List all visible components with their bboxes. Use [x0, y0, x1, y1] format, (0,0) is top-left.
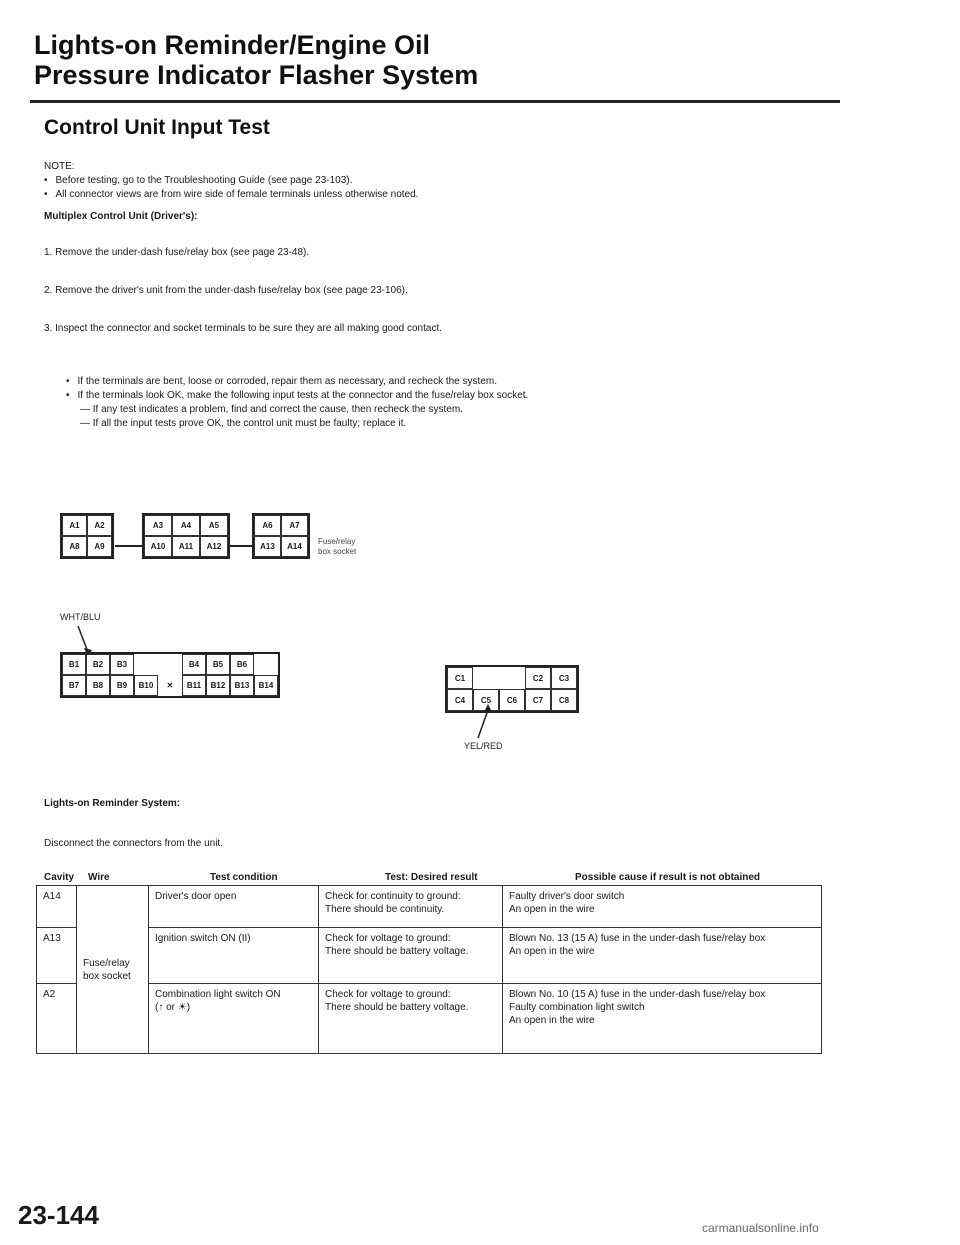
result-line: There should be battery voltage. — [325, 1002, 469, 1013]
disconnect-instruction: Disconnect the connectors from the unit. — [44, 838, 223, 849]
terminal-a7: A7 — [281, 515, 308, 536]
result-cell — [319, 886, 503, 928]
step-3: 3. Inspect the connector and socket terminals to be sure they are all making good contact. — [44, 323, 443, 334]
cause-item: An open in the wire — [509, 904, 595, 915]
table-row — [37, 928, 822, 984]
terminal-c5: C5 — [473, 689, 499, 711]
col-header-condition: Test condition — [210, 872, 278, 883]
terminal-b6: B6 — [230, 654, 254, 675]
terminal-b11: B11 — [182, 675, 206, 696]
terminal-c1: C1 — [447, 667, 473, 689]
cause-cell — [503, 984, 822, 1054]
cause-item: Blown No. 13 (15 A) fuse in the under-dash fuse/relay box — [509, 933, 766, 944]
cause-item: Faulty driver's door switch — [509, 891, 625, 902]
cause-cell — [503, 886, 822, 928]
wire-label-c: YEL/RED — [464, 741, 503, 751]
col-header-result: Test: Desired result — [385, 872, 478, 883]
watermark: carmanualsonline.info — [702, 1221, 819, 1235]
terminal-b8: B8 — [86, 675, 110, 696]
note-item: • Before testing, go to the Troubleshooting Guide (see page 23-103). — [44, 174, 418, 188]
terminal-a3: A3 — [144, 515, 172, 536]
cause-item: An open in the wire — [509, 1015, 595, 1026]
step-1: 1. Remove the under-dash fuse/relay box (see page 23-48). — [44, 247, 310, 258]
sub-bullet-item: — If any test indicates a problem, find and correct the cause, then recheck the system. — [80, 403, 528, 417]
wire-cell: Fuse/relay box socket — [77, 886, 149, 1054]
col-header-cavity: Cavity — [44, 872, 75, 883]
terminal-c8: C8 — [551, 689, 577, 711]
terminal-a11: A11 — [172, 536, 200, 557]
terminal-c4: C4 — [447, 689, 473, 711]
terminal-b10: B10 — [134, 675, 158, 696]
cause-item: Faulty combination light switch — [509, 1002, 645, 1013]
terminal-b1: B1 — [62, 654, 86, 675]
terminal-b4: B4 — [182, 654, 206, 675]
connector-b-key: ✕ — [166, 681, 174, 690]
note-label: NOTE: — [44, 161, 75, 172]
section-title: Control Unit Input Test — [44, 116, 270, 139]
result-cell — [319, 984, 503, 1054]
step-2: 2. Remove the driver's unit from the under-dash fuse/relay box (see page 23-106). — [44, 285, 408, 296]
result-line: Check for continuity to ground: — [325, 891, 461, 902]
terminal-b9: B9 — [110, 675, 134, 696]
sub-bullet-item: — If all the input tests prove OK, the control unit must be faulty; replace it. — [80, 417, 528, 431]
result-line: There should be battery voltage. — [325, 946, 469, 957]
terminal-b5: B5 — [206, 654, 230, 675]
terminal-b14: B14 — [254, 675, 278, 696]
terminal-a12: A12 — [200, 536, 228, 557]
title-line-1: Lights-on Reminder/Engine Oil — [34, 30, 431, 60]
result-line: There should be continuity. — [325, 904, 445, 915]
cavity-cell: A13 — [37, 928, 77, 984]
terminal-c3: C3 — [551, 667, 577, 689]
note-item: • All connector views are from wire side of female terminals unless otherwise noted. — [44, 188, 418, 202]
terminal-c2: C2 — [525, 667, 551, 689]
input-test-table — [36, 885, 822, 1054]
page-number: 23-144 — [18, 1200, 99, 1230]
terminal-a5: A5 — [200, 515, 228, 536]
result-line: Check for voltage to ground: — [325, 933, 451, 944]
terminal-a2: A2 — [87, 515, 112, 536]
condition-cell: Combination light switch ON (↑ or ☀) — [149, 984, 319, 1054]
col-header-wire: Wire — [88, 872, 110, 883]
result-line: Check for voltage to ground: — [325, 989, 451, 1000]
terminal-a14: A14 — [281, 536, 308, 557]
fuse-label-line-1: Fuse/relay — [318, 537, 356, 546]
terminal-c7: C7 — [525, 689, 551, 711]
cavity-cell: A2 — [37, 984, 77, 1054]
cause-item: An open in the wire — [509, 946, 595, 957]
system-heading: Lights-on Reminder System: — [44, 798, 181, 809]
cavity-cell: A14 — [37, 886, 77, 928]
cause-cell — [503, 928, 822, 984]
terminal-a9: A9 — [87, 536, 112, 557]
terminal-c6: C6 — [499, 689, 525, 711]
terminal-a10: A10 — [144, 536, 172, 557]
title-line-2: Pressure Indicator Flasher System — [34, 60, 479, 90]
terminal-a4: A4 — [172, 515, 200, 536]
terminal-a8: A8 — [62, 536, 87, 557]
condition-cell: Ignition switch ON (II) — [149, 928, 319, 984]
table-row — [37, 984, 822, 1054]
terminal-b12: B12 — [206, 675, 230, 696]
result-cell — [319, 928, 503, 984]
fuse-label-line-2: box socket — [318, 547, 357, 556]
terminal-a13: A13 — [254, 536, 281, 557]
terminal-b7: B7 — [62, 675, 86, 696]
unit-heading: Multiplex Control Unit (Driver's): — [44, 211, 198, 222]
col-header-cause: Possible cause if result is not obtained — [575, 872, 761, 883]
wire-label-b: WHT/BLU — [60, 612, 101, 622]
bullet-item: • If the terminals look OK, make the following input tests at the connector and the fuse/relay box socket. — [66, 389, 528, 403]
terminal-a6: A6 — [254, 515, 281, 536]
bullet-item: • If the terminals are bent, loose or corroded, repair them as necessary, and recheck the system. — [66, 375, 528, 389]
cause-item: Blown No. 10 (15 A) fuse in the under-dash fuse/relay box — [509, 989, 766, 1000]
terminal-b13: B13 — [230, 675, 254, 696]
table-row — [37, 886, 822, 928]
terminal-b2: B2 — [86, 654, 110, 675]
terminal-b3: B3 — [110, 654, 134, 675]
condition-cell: Driver's door open — [149, 886, 319, 928]
terminal-a1: A1 — [62, 515, 87, 536]
